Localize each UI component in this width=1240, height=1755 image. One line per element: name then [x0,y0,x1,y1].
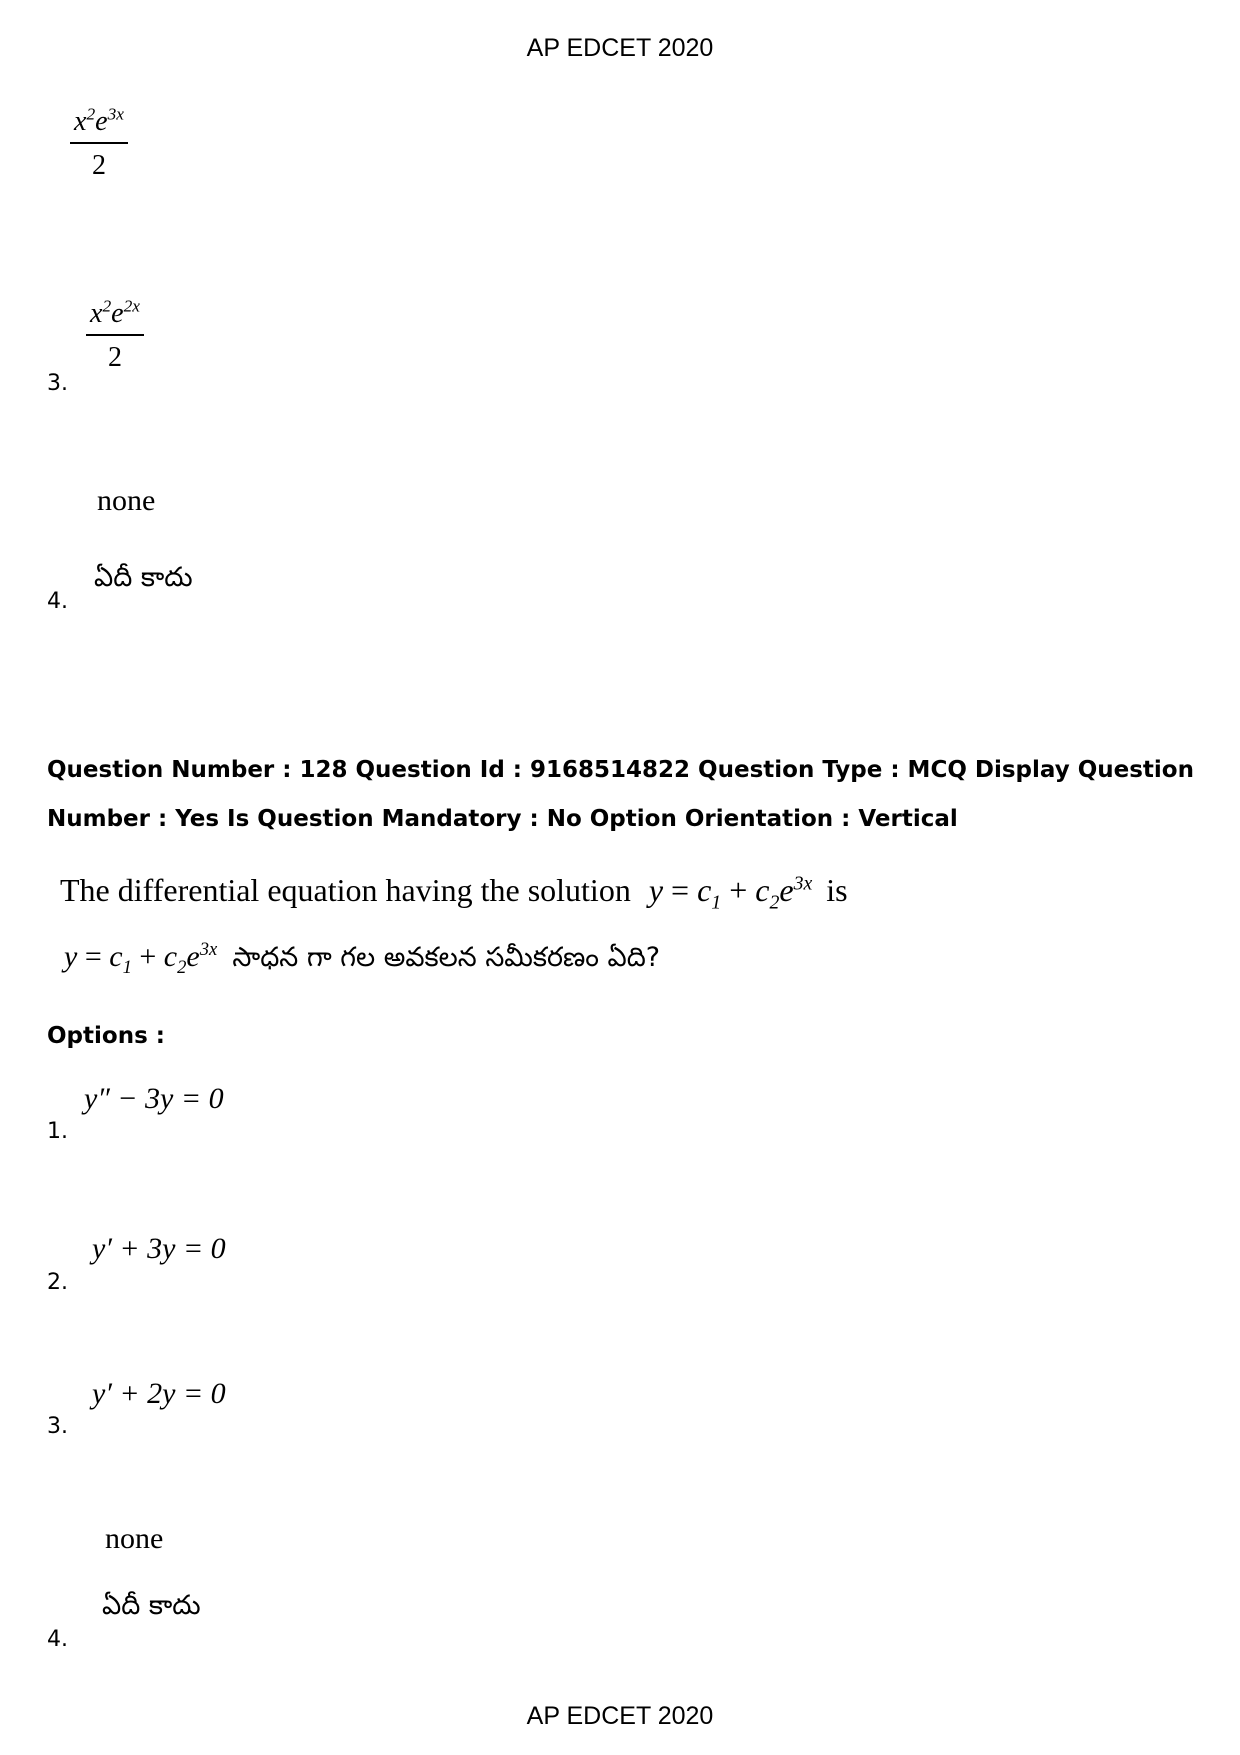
options-label: Options : [47,1023,165,1049]
question-telugu-suffix: సాధన గా గల అవకలన సమీకరణం ఏది? [232,942,661,973]
solution-formula: $y = c_1 + c_2e^{3x}$ [648,872,813,914]
prev-option-4-english: none [97,484,156,517]
fraction-denominator: 2 [107,341,122,373]
prev-option-3-number: 3. [47,371,68,396]
fraction-denominator: 2 [91,149,106,181]
option-3-number: 3. [47,1414,68,1439]
question-meta-line-1: Question Number : 128 Question Id : 9168514822 Question Type : MCQ Display Question [47,757,1194,783]
page-header: AP EDCET 2020 [526,34,714,62]
option-1-equation[interactable]: y″ − 3y = 0 [84,1082,224,1115]
solution-formula-telugu: $y = c_1 + c_2e^{3x}$ [64,939,218,978]
question-meta-line-2: Number : Yes Is Question Mandatory : No Option Orientation : Vertical [47,806,958,832]
question-meta [47,746,1197,844]
prev-option-3-fraction [86,296,144,373]
question-english-suffix: is [826,872,848,908]
option-4-telugu[interactable]: ఏదీ కాదు [102,1590,201,1621]
option-1-number: 1. [47,1119,68,1144]
question-english-prefix: The differential equation having the solution [60,872,631,908]
option-4-number: 4. [47,1627,68,1652]
option-4-english[interactable]: none [105,1522,164,1555]
option-2-number: 2. [47,1270,68,1295]
option-3-equation[interactable]: y′ + 2y = 0 [92,1377,226,1410]
question-text-english [60,872,848,914]
option-2-equation[interactable]: y′ + 3y = 0 [92,1232,226,1265]
fraction-numerator: $x^2e^{2x}$ [90,296,140,329]
prev-option-4-number: 4. [47,589,68,614]
fraction-numerator: $x^2e^{3x}$ [74,104,124,137]
question-text-telugu [64,940,660,980]
prev-option-4-telugu: ఏదీ కాదు [94,562,193,593]
page-footer: AP EDCET 2020 [526,1702,714,1730]
prev-option-2-fraction [70,104,128,181]
